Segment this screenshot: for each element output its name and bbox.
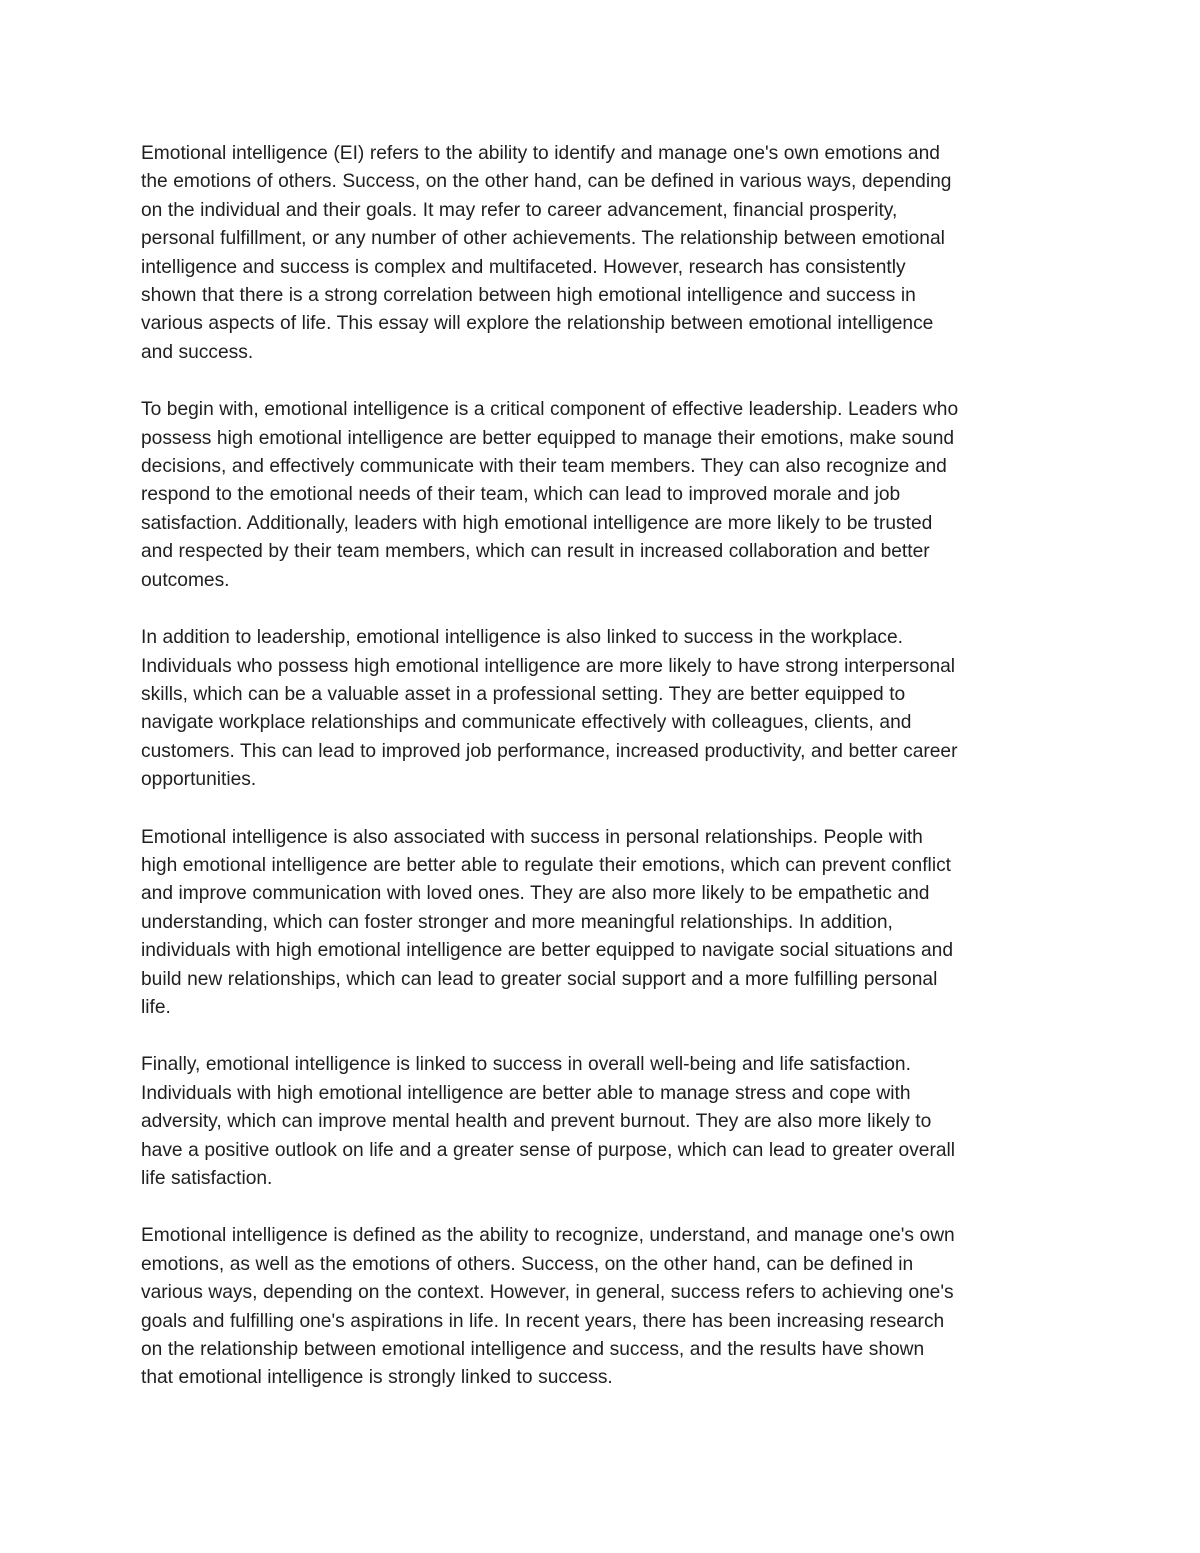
paragraph-line: goals and fulfilling one's aspirations in life. In recent years, there has been increasing research (141, 1310, 945, 1332)
paragraph-line: Individuals who possess high emotional intelligence are more likely to have strong interpersonal (141, 655, 956, 677)
paragraph-line: various aspects of life. This essay will explore the relationship between emotional intelligence (141, 313, 934, 335)
paragraph-line: and success. (141, 341, 254, 363)
paragraph-2 (141, 396, 1066, 595)
paragraph-line: Finally, emotional intelligence is linked to success in overall well-being and life satisfaction. (141, 1054, 911, 1076)
paragraph-line: In addition to leadership, emotional intelligence is also linked to success in the workplace. (141, 627, 904, 649)
paragraph-line: Emotional intelligence (EI) refers to the ability to identify and manage one's own emotions and (141, 143, 940, 164)
paragraph-line: the emotions of others. Success, on the other hand, can be defined in various ways, depending (141, 171, 952, 193)
paragraph-line: life. (141, 996, 171, 1018)
paragraph-line: possess high emotional intelligence are better equipped to manage their emotions, make sound (141, 427, 955, 449)
paragraph-line: customers. This can lead to improved job performance, increased productivity, and better career (141, 740, 958, 762)
paragraph-line: and improve communication with loved ones. They are also more likely to be empathetic and (141, 883, 930, 905)
paragraph-line: life satisfaction. (141, 1168, 273, 1189)
paragraph-line: skills, which can be a valuable asset in a professional setting. They are better equipped to (141, 683, 906, 705)
paragraph-line: emotions, as well as the emotions of others. Success, on the other hand, can be defined in (141, 1253, 914, 1275)
paragraph-line: that emotional intelligence is strongly linked to success. (141, 1367, 613, 1389)
paragraph-line: Individuals with high emotional intelligence are better able to manage stress and cope with (141, 1082, 911, 1104)
paragraph-line: To begin with, emotional intelligence is a critical component of effective leadership. Leaders who (141, 399, 959, 421)
paragraph-line: adversity, which can improve mental health and prevent burnout. They are also more likely to (141, 1111, 932, 1133)
paragraph-line: personal fulfillment, or any number of other achievements. The relationship between emotional (141, 228, 945, 250)
paragraph-line: on the individual and their goals. It may refer to career advancement, financial prosperity, (141, 199, 898, 221)
paragraph-line: build new relationships, which can lead to greater social support and a more fulfilling personal (141, 968, 938, 990)
paragraph-line: intelligence and success is complex and multifaceted. However, research has consistently (141, 256, 906, 278)
paragraph-line: Emotional intelligence is also associated with success in personal relationships. People with (141, 826, 923, 848)
paragraph-line: shown that there is a strong correlation between high emotional intelligence and success in (141, 285, 916, 307)
paragraph-line: decisions, and effectively communicate with their team members. They can also recognize and (141, 456, 947, 478)
paragraph-line: opportunities. (141, 769, 257, 791)
paragraph-4 (141, 824, 1066, 1023)
paragraph-line: on the relationship between emotional intelligence and success, and the results have shown (141, 1339, 925, 1361)
paragraph-3 (141, 624, 1066, 794)
paragraph-line: high emotional intelligence are better able to regulate their emotions, which can prevent conflict (141, 854, 952, 876)
paragraph-line: understanding, which can foster stronger and more meaningful relationships. In addition, (141, 911, 893, 933)
paragraph-line: Emotional intelligence is defined as the ability to recognize, understand, and manage one's own (141, 1225, 955, 1247)
paragraph-5 (141, 1051, 1066, 1193)
paragraph-line: satisfaction. Additionally, leaders with high emotional intelligence are more likely to be trusted (141, 512, 933, 534)
paragraph-line: navigate workplace relationships and communicate effectively with colleagues, clients, and (141, 712, 912, 734)
paragraph-line: individuals with high emotional intelligence are better equipped to navigate social situations and (141, 940, 953, 962)
document-body (141, 140, 1066, 1422)
paragraph-line: have a positive outlook on life and a greater sense of purpose, which can lead to greater overall (141, 1139, 956, 1161)
paragraph-6 (141, 1222, 1066, 1392)
paragraph-line: and respected by their team members, which can result in increased collaboration and better (141, 541, 930, 563)
paragraph-line: various ways, depending on the context. However, in general, success refers to achieving one's (141, 1282, 954, 1304)
paragraph-line: respond to the emotional needs of their team, which can lead to improved morale and job (141, 484, 901, 506)
paragraph-1 (141, 140, 1066, 367)
paragraph-line: outcomes. (141, 569, 230, 591)
